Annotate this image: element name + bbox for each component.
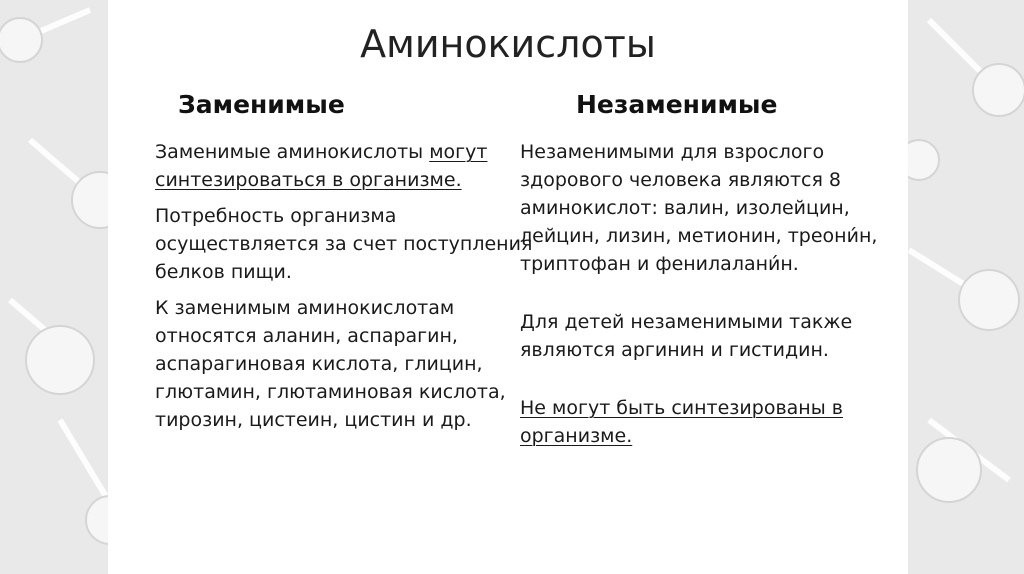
paragraph-list: К заменимым аминокислотам относятся аланин, аспарагин, аспарагиновая кислота, глицин, глютамин, глютаминовая кислота, тирозин, цистеин, цистин и др. [155, 297, 506, 431]
column-essential [520, 138, 900, 458]
paragraph-need: Потребность организма осуществляется за счет поступления белков пищи. [155, 205, 533, 283]
heading-replaceable: Заменимые [178, 90, 345, 119]
molecule-decoration-right [889, 0, 1024, 574]
heading-essential: Незаменимые [576, 90, 778, 119]
paragraph-children: Для детей незаменимыми также являются аргинин и гистидин. [520, 311, 853, 361]
paragraph-synthesis [155, 138, 535, 194]
synthesis-text: Заменимые аминокислоты [155, 141, 430, 163]
slide-title: Аминокислоты [360, 22, 656, 66]
paragraph-not-synthesized: Не могут быть синтезированы в организме. [520, 397, 843, 447]
paragraph-adult-list: Незаменимыми для взрослого здорового человека являются 8 аминокислот: валин, изолейцин, лейцин, лизин, метионин, треони́н, триптофан и фенилалани́н. [520, 141, 878, 275]
column-replaceable [155, 138, 535, 442]
synthesis-underlined: могут синтезироваться в организме. [155, 141, 488, 191]
slide [108, 0, 908, 574]
